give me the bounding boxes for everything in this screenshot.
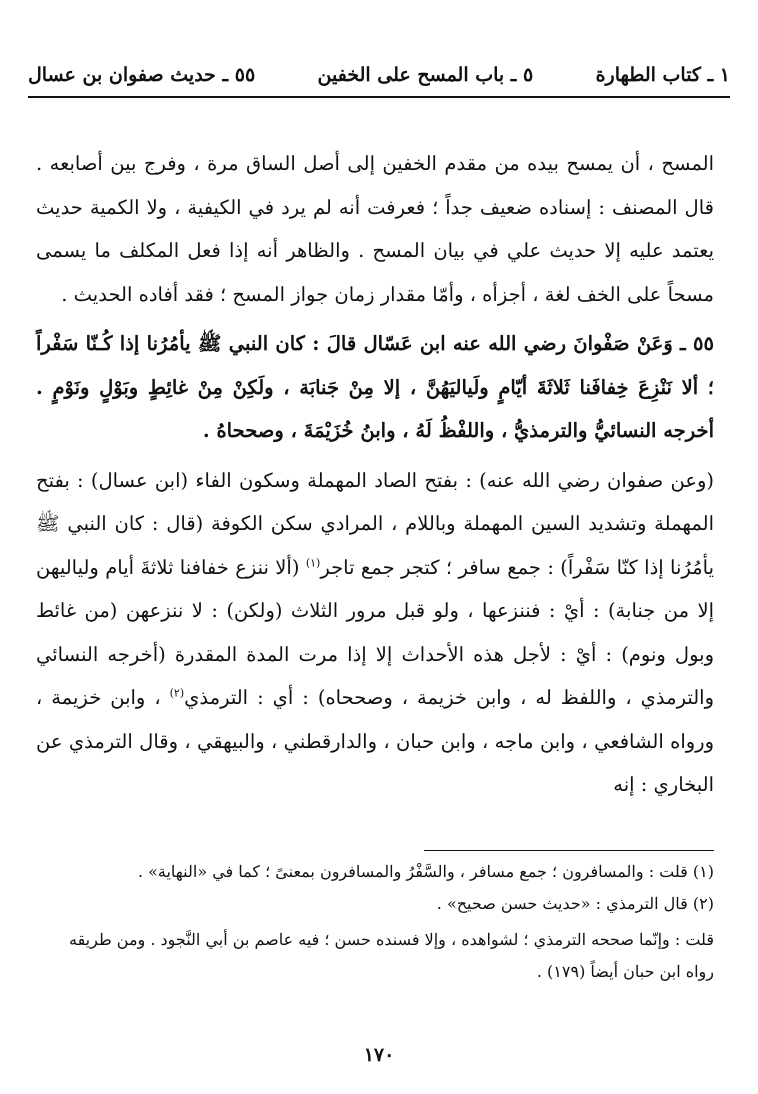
- commentary-part-3: ، وابن خزيمة ، ورواه الشافعي ، وابن ماجه ، وابن حبان ، والدارقطني ، والبيهقي ، وقال الترمذي عن البخاري : إنه: [36, 686, 714, 796]
- hadith-paragraph: ٥٥ ـ وَعَنْ صَفْوانَ رضي الله عنه ابن عَسّال قالَ : كان النبي ﷺ يأمُرُنا إذا كُـنّا سَفْراً ؛ ألا نَنْزِعَ خِفافَنا ثَلاثَةَ أيّامٍ ولَياليَهُنَّ ، إلا مِنْ جَنابَة ، ولَكِنْ مِنْ غائِطٍ وبَوْلٍ ونَوْمٍ . أخرجه النسائيُّ والترمذيُّ ، واللفْظُ لَهُ ، وابنُ خُزَيْمَةَ ، وصححاهُ .: [36, 332, 714, 442]
- footnote-ref-2[interactable]: (٢): [169, 686, 185, 700]
- intro-paragraph: المسح ، أن يمسح بيده من مقدم الخفين إلى أصل الساق مرة ، وفرج بين أصابعه . قال المصنف : إسناده ضعيف جداً ؛ فعرفت أنه لم يرد في الكيفية ، ولا الكمية حديث يعتمد عليه إلا حديث علي في بيان المسح . والظاهر أنه إذا فعل المكلف ما يسمى مسحاً على الخف لغة ، أجزأه ، وأمّا مقدار زمان جواز المسح ؛ فقد أفاده الحديث .: [36, 152, 714, 306]
- header-chapter-title: ٥ ـ باب المسح على الخفين: [317, 64, 534, 86]
- commentary-part-2: (ألا ننزع خفافنا ثلاثةَ أيام ولياليهن إلا من جنابة) : أيْ : فننزعها ، ولو قبل مرور الثلاث (ولكن) : لا ننزعهن (من غائط وبول ونوم) : أيْ : لأجل هذه الأحداث إلا إذا مرت المدة المقدرة (أخرجه النسائي والترمذي ، واللفظ له ، وابن خزيمة ، وصححاه) : أي : الترمذي: [36, 555, 714, 709]
- main-text: [36, 142, 714, 807]
- footnote-2: (٢) قال الترمذي : «حديث حسن صحيح» .: [436, 894, 714, 913]
- footnote-ref-1[interactable]: (١): [305, 556, 321, 569]
- header-divider: [28, 96, 730, 98]
- footnote-divider: [424, 850, 714, 851]
- header-hadith-title: ٥٥ ـ حديث صفوان بن عسال: [28, 64, 256, 86]
- footnote-1: (١) قلت : والمسافرون ؛ جمع مسافر ، والسَّفْرُ والمسافرون بمعنىً ؛ كما في «النهاية» .: [137, 862, 714, 881]
- page-number: ١٧٠: [363, 1044, 395, 1066]
- commentary-paragraph: [36, 459, 714, 807]
- commentary-part-1: (وعن صفوان رضي الله عنه) : بفتح الصاد المهملة وسكون الفاء (ابن عسال) : بفتح المهملة وتشديد السين المهملة وباللام ، المرادي سكن الكوفة (قال : كان النبي ﷺ يأمُرُنا إذا كنّا سَفْراً) : جمع سافر ؛ كتجر جمع تاجر: [36, 468, 714, 579]
- running-header: [28, 60, 730, 90]
- footnotes: [36, 856, 714, 988]
- footnote-note: قلت : وإنّما صححه الترمذي ؛ لشواهده ، وإلا فسنده حسن ؛ فيه عاصم بن أبي النَّجود . ومن طريقه رواه ابن حبان أيضاً (١٧٩) .: [69, 930, 714, 981]
- header-book-title: ١ ـ كتاب الطهارة: [595, 64, 730, 86]
